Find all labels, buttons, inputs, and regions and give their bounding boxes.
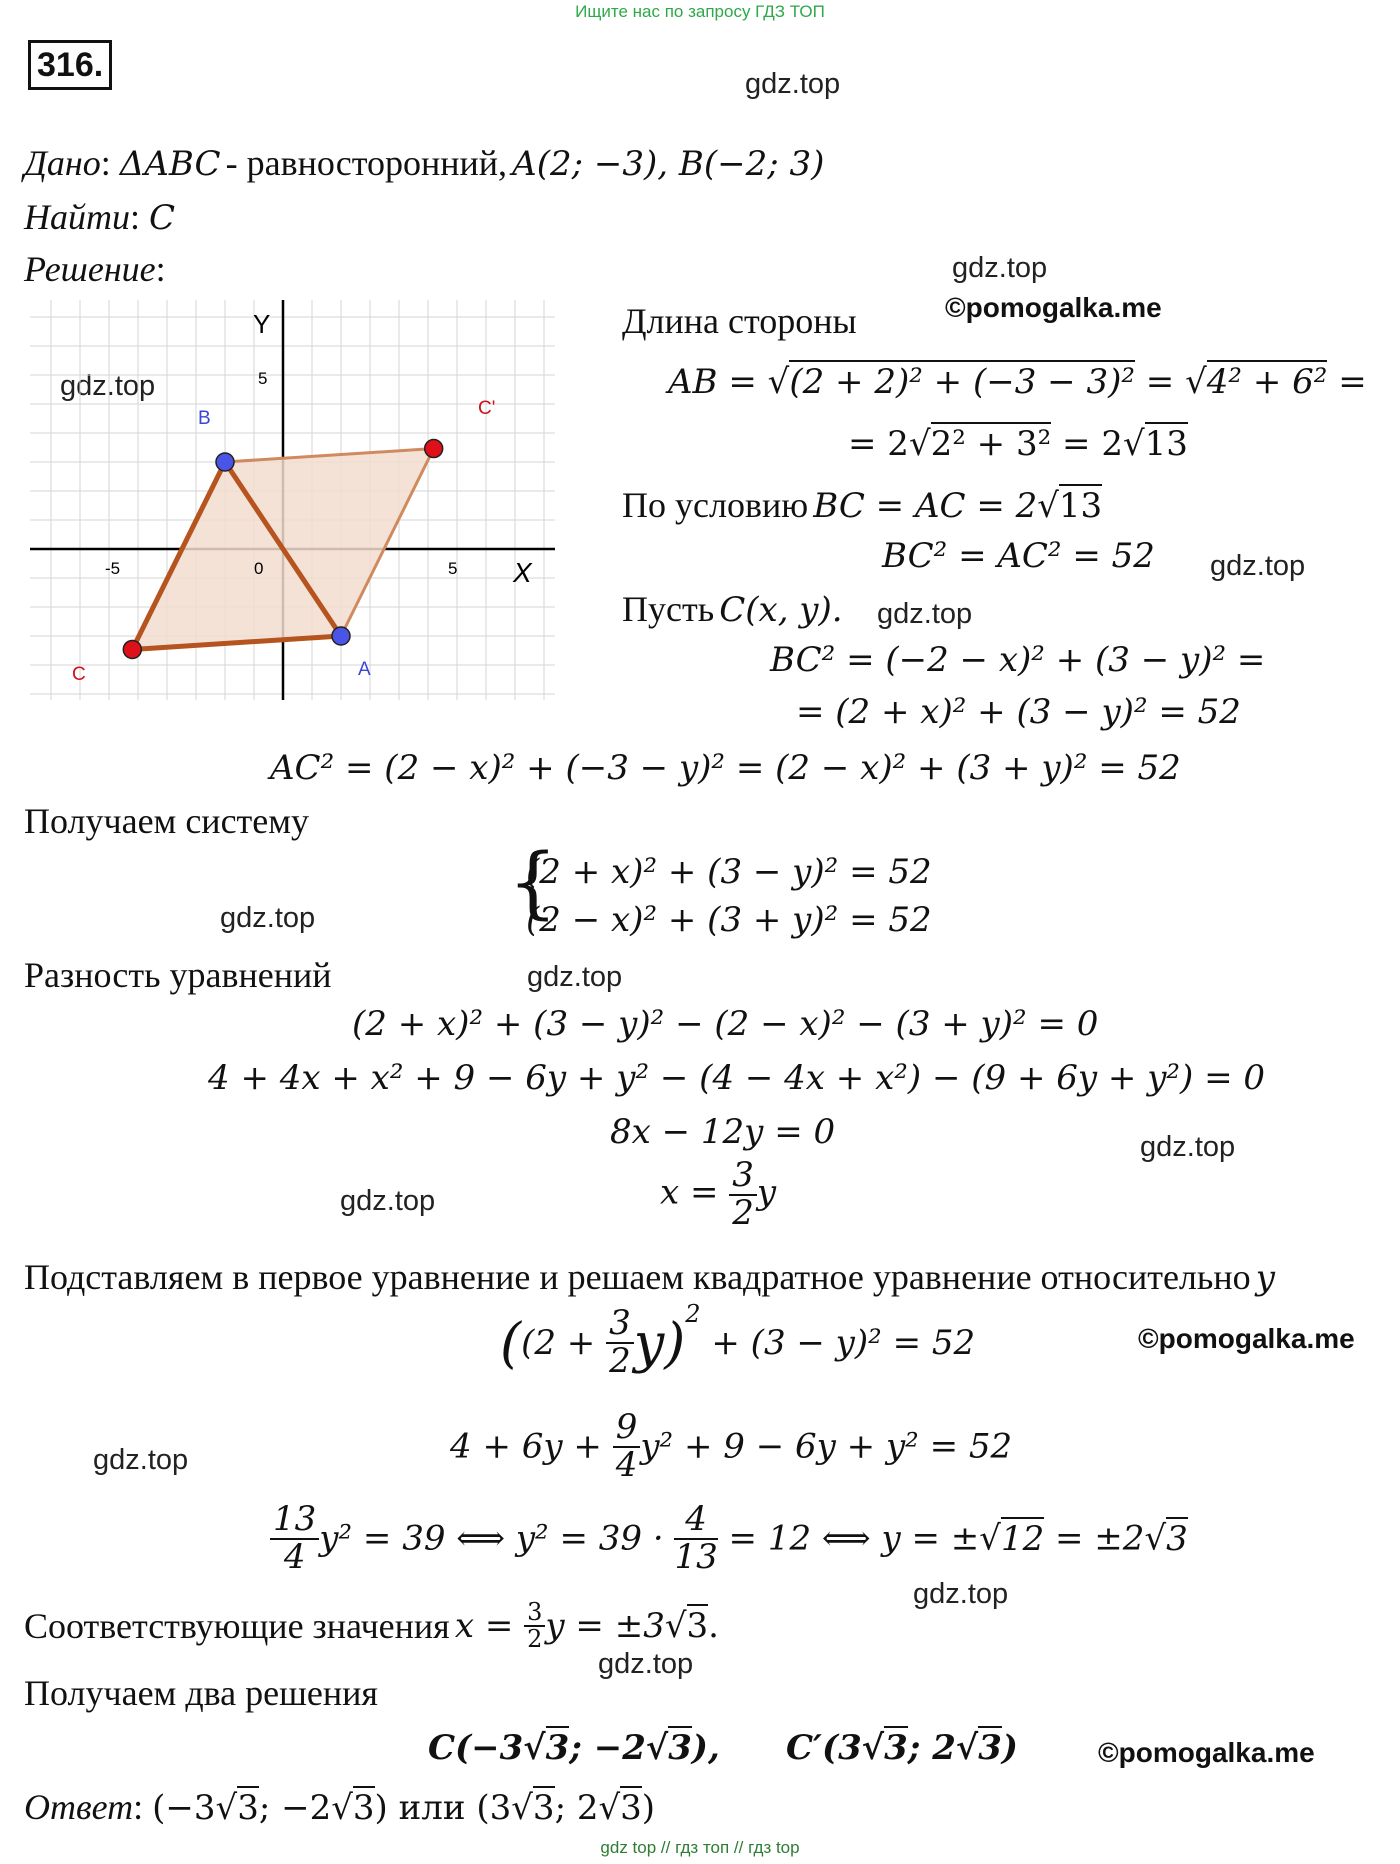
watermark: gdz.top <box>340 1185 436 1217</box>
watermark: gdz.top <box>913 1578 1009 1610</box>
ans-a1: (−3 <box>152 1788 216 1828</box>
copyright: ©pomogalka.me <box>1098 1737 1315 1768</box>
subst-eq-3: $\frac{13}{4}$ y² = 39 ⟺ y² = 39 · $\frac{4}{13}$ = 12 ⟺ y = ±√12 = ±2√3 <box>270 1502 1188 1575</box>
problem-number: 316. <box>28 40 112 90</box>
corr-m-a: x = <box>454 1606 525 1647</box>
bottom-banner: gdz top // гдз топ // гдз top <box>600 1838 800 1857</box>
ab-radicand-1: (2 + 2)² + (−3 − 3)² <box>789 362 1135 402</box>
ab-lhs: AB = <box>668 362 768 402</box>
ans-r2: 3 <box>352 1788 375 1828</box>
subst-e1-den: 2 <box>609 1341 631 1381</box>
ac-eq-line: AC² = (2 − x)² + (−3 − y)² = (2 − x)² + (3 + y)² = 52 <box>270 748 1181 788</box>
axis-x-label: X <box>513 557 532 588</box>
watermark: gdz.top <box>745 68 841 100</box>
copyright: ©pomogalka.me <box>1138 1323 1355 1354</box>
ans-a4: ; 2 <box>554 1788 599 1828</box>
find-value: C <box>149 198 176 238</box>
system-brace: { <box>508 838 558 928</box>
let-text: Пусть <box>622 589 715 629</box>
coordinate-graph <box>30 300 555 700</box>
point-B <box>216 453 234 471</box>
subst-eq-1: ((2 + $\frac{3}{2}$ y)$^2$ + (3 − y)² = 52 <box>500 1300 976 1381</box>
x-den: 2 <box>732 1192 754 1233</box>
x-lhs: x = <box>660 1172 730 1213</box>
x-num: 3 <box>729 1158 757 1196</box>
ans-r4: 3 <box>620 1788 642 1828</box>
s2-a: C′(3 <box>786 1728 862 1768</box>
system-eq-2: (2 − x)² + (3 + y)² = 52 <box>526 900 932 940</box>
condition-math: BC = AC = 2 <box>813 486 1038 526</box>
given-points: A(2; −3), B(−2; 3) <box>512 144 825 184</box>
tick-0: 0 <box>254 559 264 578</box>
substitute-line <box>24 1256 1275 1298</box>
ab-l2-a: = 2 <box>848 424 909 464</box>
ab-l2-b: = 2 <box>1051 424 1123 464</box>
difference-text: Разность уравнений <box>24 955 332 995</box>
condition-text: По условию <box>622 485 809 525</box>
label-B: B <box>198 408 211 429</box>
solution-1: C(−3√3; −2√3), <box>428 1728 720 1768</box>
ab-radicand-2: 4² + 6² <box>1206 362 1328 402</box>
corr-num: 3 <box>524 1600 545 1627</box>
difference-line-1: (2 + x)² + (3 − y)² − (2 − x)² − (3 + y)² = 0 <box>352 1004 1099 1044</box>
subst-e2-a: 4 + 6y + <box>450 1426 613 1467</box>
top-banner: Ищите нас по запросу ГДЗ ТОП <box>575 2 825 21</box>
let-math: C(x, y). <box>719 590 843 630</box>
given-line: Дано: ΔABC - равносторонний, A(2; −3), B(−2; 3) <box>24 143 825 184</box>
watermark: gdz.top <box>952 252 1048 284</box>
difference-line-2: 4 + 4x + x² + 9 − 6y + y² − (4 − 4x + x²) − (9 + 6y + y²) = 0 <box>208 1058 1266 1098</box>
subst-e2-den: 4 <box>615 1444 638 1485</box>
solution-2: C′(3√3; 2√3) <box>786 1728 1018 1768</box>
s2-c: ) <box>1001 1728 1018 1768</box>
corresponding-line: Соответствующие значения x = $\frac{3}{2}$ y = ±3√3. <box>24 1598 719 1654</box>
bc-eq-line-1: BC² = (−2 − x)² + (3 − y)² = <box>770 640 1266 680</box>
ab-line-1: AB = √(2 + 2)² + (−3 − 3)² = √4² + 6² = <box>668 362 1367 402</box>
axis-y-label: Y <box>253 309 271 339</box>
ab-eq: = <box>1134 362 1186 402</box>
s1-r2: 3 <box>668 1728 692 1768</box>
s1-a: C(−3 <box>428 1728 524 1768</box>
subst-e1-num: 3 <box>606 1306 634 1344</box>
ab-l2-radicand-2: 13 <box>1144 424 1188 464</box>
bc-eq-line-2: = (2 + x)² + (3 − y)² = 52 <box>796 692 1241 732</box>
watermark: gdz.top <box>598 1648 694 1680</box>
ans-r1: 3 <box>237 1788 259 1828</box>
subst-eq-2 <box>450 1407 1013 1485</box>
tick-5y: 5 <box>258 369 268 388</box>
s2-r2: 3 <box>978 1728 1002 1768</box>
corr-m-b: y = ±3 <box>545 1606 665 1647</box>
subst-e1-b: y) <box>633 1311 686 1375</box>
ans-a5: ) <box>641 1788 656 1828</box>
solution-line: Решение: <box>24 249 166 289</box>
ans-a3: ) или (3 <box>374 1788 512 1828</box>
watermark: gdz.top <box>877 598 973 630</box>
find-line: Найти: C <box>24 197 176 238</box>
system-eq-1: (2 + x)² + (3 − y)² = 52 <box>526 852 932 892</box>
side-length-title: Длина стороны <box>622 301 857 341</box>
point-A <box>332 627 350 645</box>
subst-e3-a: y² = 39 ⟺ y² = 39 · <box>319 1518 675 1559</box>
label-C-prime: C' <box>478 398 496 419</box>
corr-den: 2 <box>527 1625 543 1654</box>
substitute-var: y <box>1255 1258 1275 1298</box>
watermark: gdz.top <box>220 902 316 934</box>
answer-line: Ответ: (−3√3; −2√3) или (3√3; 2√3) <box>24 1787 656 1828</box>
watermark: gdz.top <box>60 370 156 402</box>
ab-l2-radicand: 2² + 3² <box>930 424 1052 464</box>
subst-e2-num: 9 <box>613 1410 641 1448</box>
subst-e3-c: = ±2 <box>1044 1518 1145 1559</box>
difference-line-3: 8x − 12y = 0 <box>610 1112 836 1152</box>
two-solutions-text: Получаем два решения <box>24 1673 378 1713</box>
condition-line: По условию BC = AC = 2√13 <box>622 485 1103 526</box>
s2-r1: 3 <box>884 1728 908 1768</box>
corr-m-r: 3 <box>686 1606 709 1647</box>
subst-e1-a: (2 + <box>521 1323 607 1363</box>
point-C-prime <box>425 440 443 458</box>
subst-e1-exp: 2 <box>685 1300 701 1328</box>
watermark: gdz.top <box>1210 550 1306 582</box>
subst-e3-num2: 4 <box>674 1502 717 1540</box>
s1-r1: 3 <box>545 1728 570 1768</box>
subst-e3-num1: 13 <box>270 1502 319 1540</box>
substitute-text: Подставляем в первое уравнение и решаем квадратное уравнение относительно <box>24 1257 1251 1297</box>
subst-e3-den2: 13 <box>674 1536 718 1577</box>
subst-e1-c: + (3 − y)² = 52 <box>700 1323 976 1363</box>
tick-neg5: -5 <box>105 559 121 578</box>
ab-tail: = <box>1327 362 1367 402</box>
find-label: Найти <box>24 197 130 237</box>
ans-a2: ; −2 <box>258 1788 332 1828</box>
copyright: ©pomogalka.me <box>945 292 1162 323</box>
triangle: ΔABC <box>119 144 221 184</box>
given-text: - равносторонний, <box>225 143 508 183</box>
subst-e3-den1: 4 <box>283 1536 306 1577</box>
subst-e3-b: = 12 ⟺ y = ± <box>717 1518 980 1559</box>
corresponding-text: Соответствующие значения <box>24 1606 450 1647</box>
label-A: A <box>358 659 371 680</box>
label-C: C <box>72 664 86 685</box>
s2-b: ; 2 <box>907 1728 956 1768</box>
ans-r3: 3 <box>532 1788 555 1828</box>
watermark: gdz.top <box>1140 1131 1236 1163</box>
x-rhs: y <box>756 1172 777 1213</box>
subst-e3-r1: 12 <box>1000 1518 1045 1559</box>
subst-e2-b: y² + 9 − 6y + y² = 52 <box>640 1426 1013 1467</box>
system-text: Получаем систему <box>24 801 310 841</box>
s1-c: ), <box>691 1728 720 1768</box>
solution-label: Решение <box>24 249 156 289</box>
answer-label: Ответ <box>24 1787 134 1827</box>
corr-m-c: . <box>708 1606 719 1647</box>
subst-e3-r2: 3 <box>1166 1518 1188 1559</box>
tick-5x: 5 <box>448 559 458 578</box>
s1-b: ; −2 <box>569 1728 646 1768</box>
point-C <box>123 640 141 658</box>
watermark: gdz.top <box>527 961 623 993</box>
condition-radicand: 13 <box>1058 486 1103 526</box>
ab-line-2: = 2√2² + 3² = 2√13 <box>848 424 1188 464</box>
given-label: Дано <box>24 143 101 183</box>
bc-ac-squared: BC² = AC² = 52 <box>882 536 1155 576</box>
let-line <box>622 588 843 630</box>
x-equals-line <box>660 1155 777 1233</box>
watermark: gdz.top <box>93 1444 189 1476</box>
